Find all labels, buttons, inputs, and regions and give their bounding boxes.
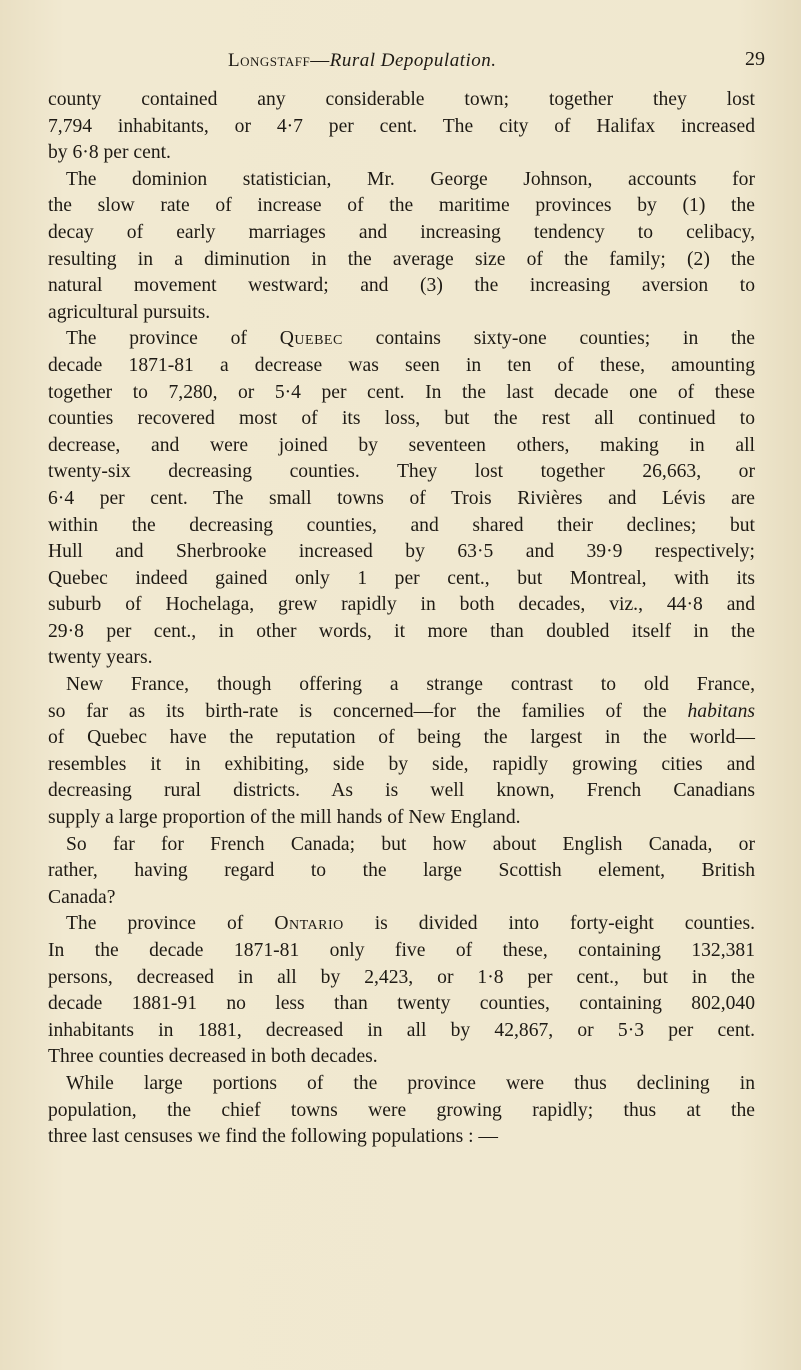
text-line: Three counties decreased in both decades. [48,1046,378,1068]
text-line: three last censuses we find the following populations : — [48,1126,499,1148]
text-line [48,326,755,353]
text-line: Hull and Sherbrooke increased by 63·5 and 39·9 respectively; [48,541,755,563]
running-head-title: Rural Depopulation. [329,50,497,71]
text-line: resulting in a diminution in the average size of the family; (2) the [48,248,755,270]
text-line: within the decreasing counties, and shared their declines; but [48,514,755,536]
text-line: resembles it in exhibiting, side by side, rapidly growing cities and [48,753,755,775]
page-number: 29 [745,48,765,70]
text-line: of Quebec have the reputation of being the largest in the world— [48,727,755,749]
text-line: decrease, and were joined by seventeen others, making in all [48,434,755,456]
text-line: persons, decreased in all by 2,423, or 1·8 per cent., but in the [48,966,755,988]
text-line: In the decade 1871-81 only five of these, containing 132,381 [48,940,755,961]
body-text [48,87,755,1151]
text-fragment: is divided into forty-eight counties. [343,913,755,935]
province-name-ontario: Ontario [274,913,344,935]
text-line: New France, though offering a strange contrast to old France, [66,674,755,696]
text-line: rather, having regard to the large Scottish element, British [48,860,755,882]
text-line: natural movement westward; and (3) the increasing aversion to [48,275,755,297]
text-fragment: The province of [66,913,275,935]
text-line: inhabitants in 1881, decreased in all by 42,867, or 5·3 per cent. [48,1019,755,1041]
running-head-separator: — [310,50,330,71]
text-line: county contained any considerable town; together they lost [48,89,755,110]
text-line: the slow rate of increase of the maritime provinces by (1) the [48,195,755,217]
text-fragment: contains sixty-one counties; in the [342,328,755,350]
text-line: agricultural pursuits. [48,301,211,323]
text-line: So far for French Canada; but how about English Canada, or [66,833,755,855]
text-line: twenty years. [48,647,153,669]
text-line: by 6·8 per cent. [48,142,171,164]
text-line: twenty-six decreasing counties. They lost together 26,663, or [48,461,755,483]
text-line: decreasing rural districts. As is well known, French Canadians [48,780,755,802]
text-line: population, the chief towns were growing rapidly; thus at the [48,1099,755,1121]
text-line: counties recovered most of its loss, but the rest all continued to [48,408,755,430]
text-fragment: The province of [66,328,280,350]
text-line: 7,794 inhabitants, or 4·7 per cent. The city of Halifax increased [48,115,755,137]
text-line: decay of early marriages and increasing tendency to celibacy, [48,221,755,243]
text-line: 6·4 per cent. The small towns of Trois Rivières and Lévis are [48,487,755,509]
text-line: Quebec indeed gained only 1 per cent., but Montreal, with its [48,567,755,589]
text-line: 29·8 per cent., in other words, it more than doubled itself in the [48,620,755,642]
province-name-quebec: Quebec [279,328,343,350]
text-line [48,911,755,938]
text-line: decade 1881-91 no less than twenty counties, containing 802,040 [48,993,755,1015]
text-line: suburb of Hochelaga, grew rapidly in both decades, viz., 44·8 and [48,594,755,616]
running-head [228,50,497,72]
text-line: decade 1871-81 a decrease was seen in ten of these, amounting [48,354,755,376]
text-line: supply a large proportion of the mill hands of New England. [48,807,521,829]
text-line: While large portions of the province were thus declining in [66,1072,755,1094]
italic-word-habitans: habitans [687,700,755,722]
text-line: together to 7,280, or 5·4 per cent. In the last decade one of these [48,381,755,403]
text-line: The dominion statistician, Mr. George Johnson, accounts for [66,168,755,190]
text-line [48,699,755,726]
text-fragment: so far as its birth-rate is concerned—for the families of the [48,700,688,722]
running-head-author: Longstaff [228,50,311,71]
text-line: Canada? [48,886,116,908]
